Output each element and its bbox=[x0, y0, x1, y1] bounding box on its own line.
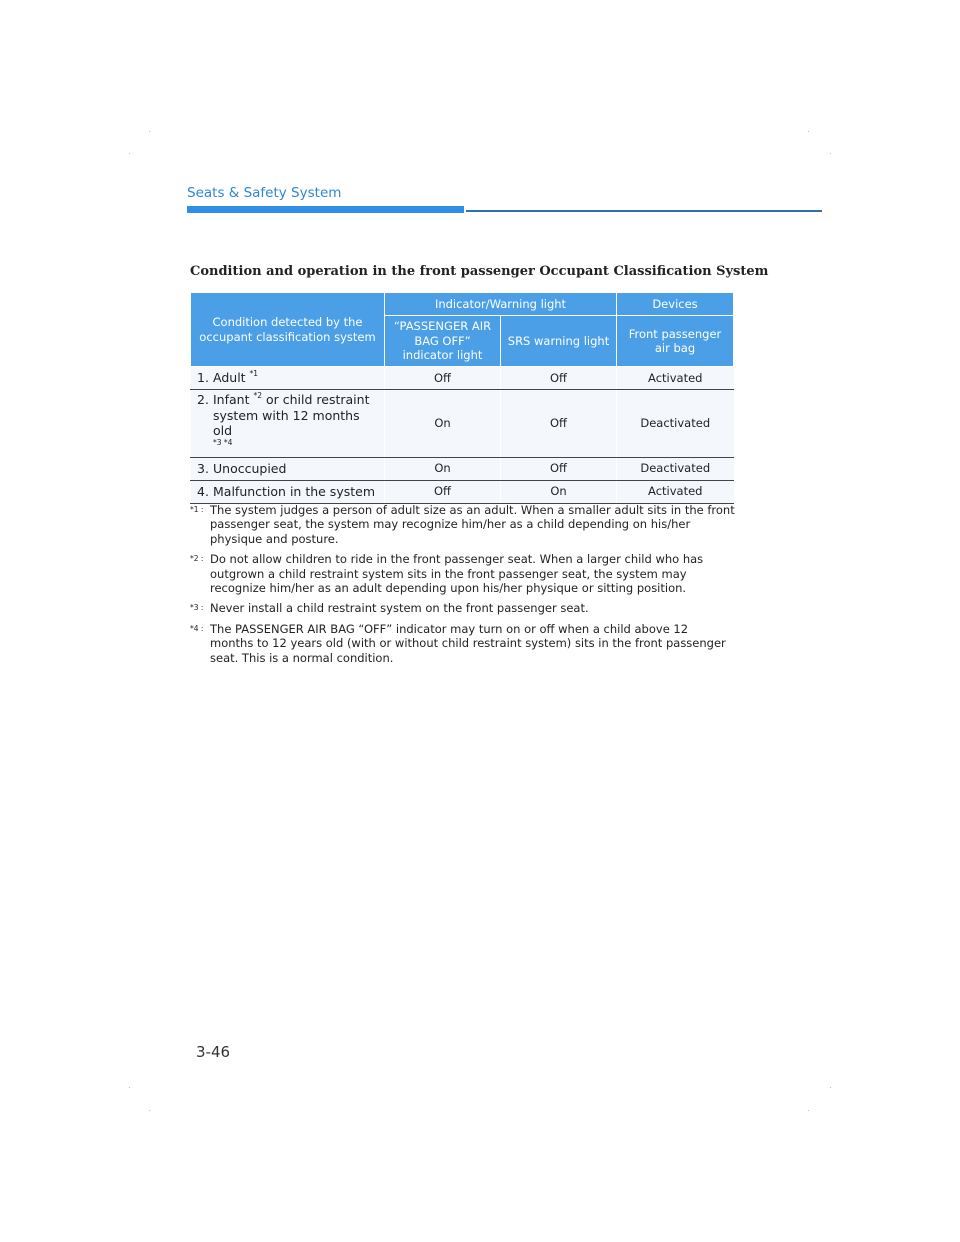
srs-cell: On bbox=[501, 480, 617, 503]
page-number: 3-46 bbox=[196, 1043, 231, 1061]
airbag-cell: Deactivated bbox=[617, 390, 734, 458]
condition-cell: 3. Unoccupied bbox=[191, 457, 385, 480]
footnote-text: The system judges a person of adult size as an adult. When a smaller adult sits in the front passenger seat, the system may recognize him/her as a child depending on his/her physique and posture. bbox=[210, 503, 735, 546]
pab-off-cell: On bbox=[385, 457, 501, 480]
crop-mark bbox=[830, 1087, 831, 1088]
crop-mark bbox=[149, 131, 150, 132]
condition-cell: 4. Malfunction in the system bbox=[191, 480, 385, 503]
footnote bbox=[190, 552, 735, 595]
crop-mark bbox=[149, 1110, 150, 1111]
footnote-text: The PASSENGER AIR BAG “OFF” indicator may turn on or off when a child above 12 months to 12 years old (with or without child restraint system) sits in the front passenger seat. This is a normal condition. bbox=[210, 621, 726, 665]
footnotes bbox=[190, 503, 735, 671]
header-condition: Condition detected by the occupant classification system bbox=[191, 293, 385, 367]
header-devices: Devices bbox=[617, 293, 734, 316]
crop-mark bbox=[830, 153, 831, 154]
condition-cell: 2. Infant $^{*2}$ or child restraint system with 12 months old $^{*3 *4}$ bbox=[191, 390, 385, 458]
airbag-cell: Activated bbox=[617, 480, 734, 503]
header-passenger-airbag-off: “PASSENGER AIR BAG OFF” indicator light bbox=[385, 316, 501, 367]
footnote bbox=[190, 503, 735, 546]
footnote-mark: *3 : bbox=[190, 603, 204, 613]
srs-cell: Off bbox=[501, 367, 617, 390]
footnote-mark: *4 : bbox=[190, 623, 204, 633]
crop-mark bbox=[129, 1087, 130, 1088]
crop-mark bbox=[129, 153, 130, 154]
table-row bbox=[191, 480, 734, 503]
header-indicator-warning-light: Indicator/Warning light bbox=[385, 293, 617, 316]
airbag-cell: Activated bbox=[617, 367, 734, 390]
crop-mark bbox=[808, 1110, 809, 1111]
pab-off-cell: Off bbox=[385, 367, 501, 390]
footnote-mark: *1 : bbox=[190, 505, 204, 514]
footnote-mark: *2 : bbox=[190, 554, 204, 564]
srs-cell: Off bbox=[501, 390, 617, 458]
crop-mark bbox=[808, 131, 809, 132]
pab-off-cell: On bbox=[385, 390, 501, 458]
occupant-classification-table bbox=[190, 292, 734, 504]
footnote-text: Never install a child restraint system on the front passenger seat. bbox=[210, 601, 589, 616]
condition-cell: 1. Adult $^{*1}$ bbox=[191, 367, 385, 390]
table-row bbox=[191, 367, 734, 390]
srs-cell: Off bbox=[501, 457, 617, 480]
airbag-cell: Deactivated bbox=[617, 457, 734, 480]
header-front-passenger-airbag: Front passenger air bag bbox=[617, 316, 734, 367]
header-rule bbox=[466, 210, 822, 212]
footnote bbox=[190, 622, 735, 665]
table-row bbox=[191, 390, 734, 458]
footnote bbox=[190, 601, 735, 615]
section-title: Seats & Safety System bbox=[187, 185, 342, 201]
header-accent-bar bbox=[187, 206, 464, 213]
header-srs-warning-light: SRS warning light bbox=[501, 316, 617, 367]
table-row bbox=[191, 457, 734, 480]
document-heading: Condition and operation in the front passenger Occupant Classification System bbox=[190, 264, 769, 279]
footnote-text: Do not allow children to ride in the front passenger seat. When a larger child who has outgrown a child restraint system sits in the front passenger seat, the system may recognize him/her as an adult depending upon his/her physique or sitting position. bbox=[210, 552, 704, 596]
pab-off-cell: Off bbox=[385, 480, 501, 503]
